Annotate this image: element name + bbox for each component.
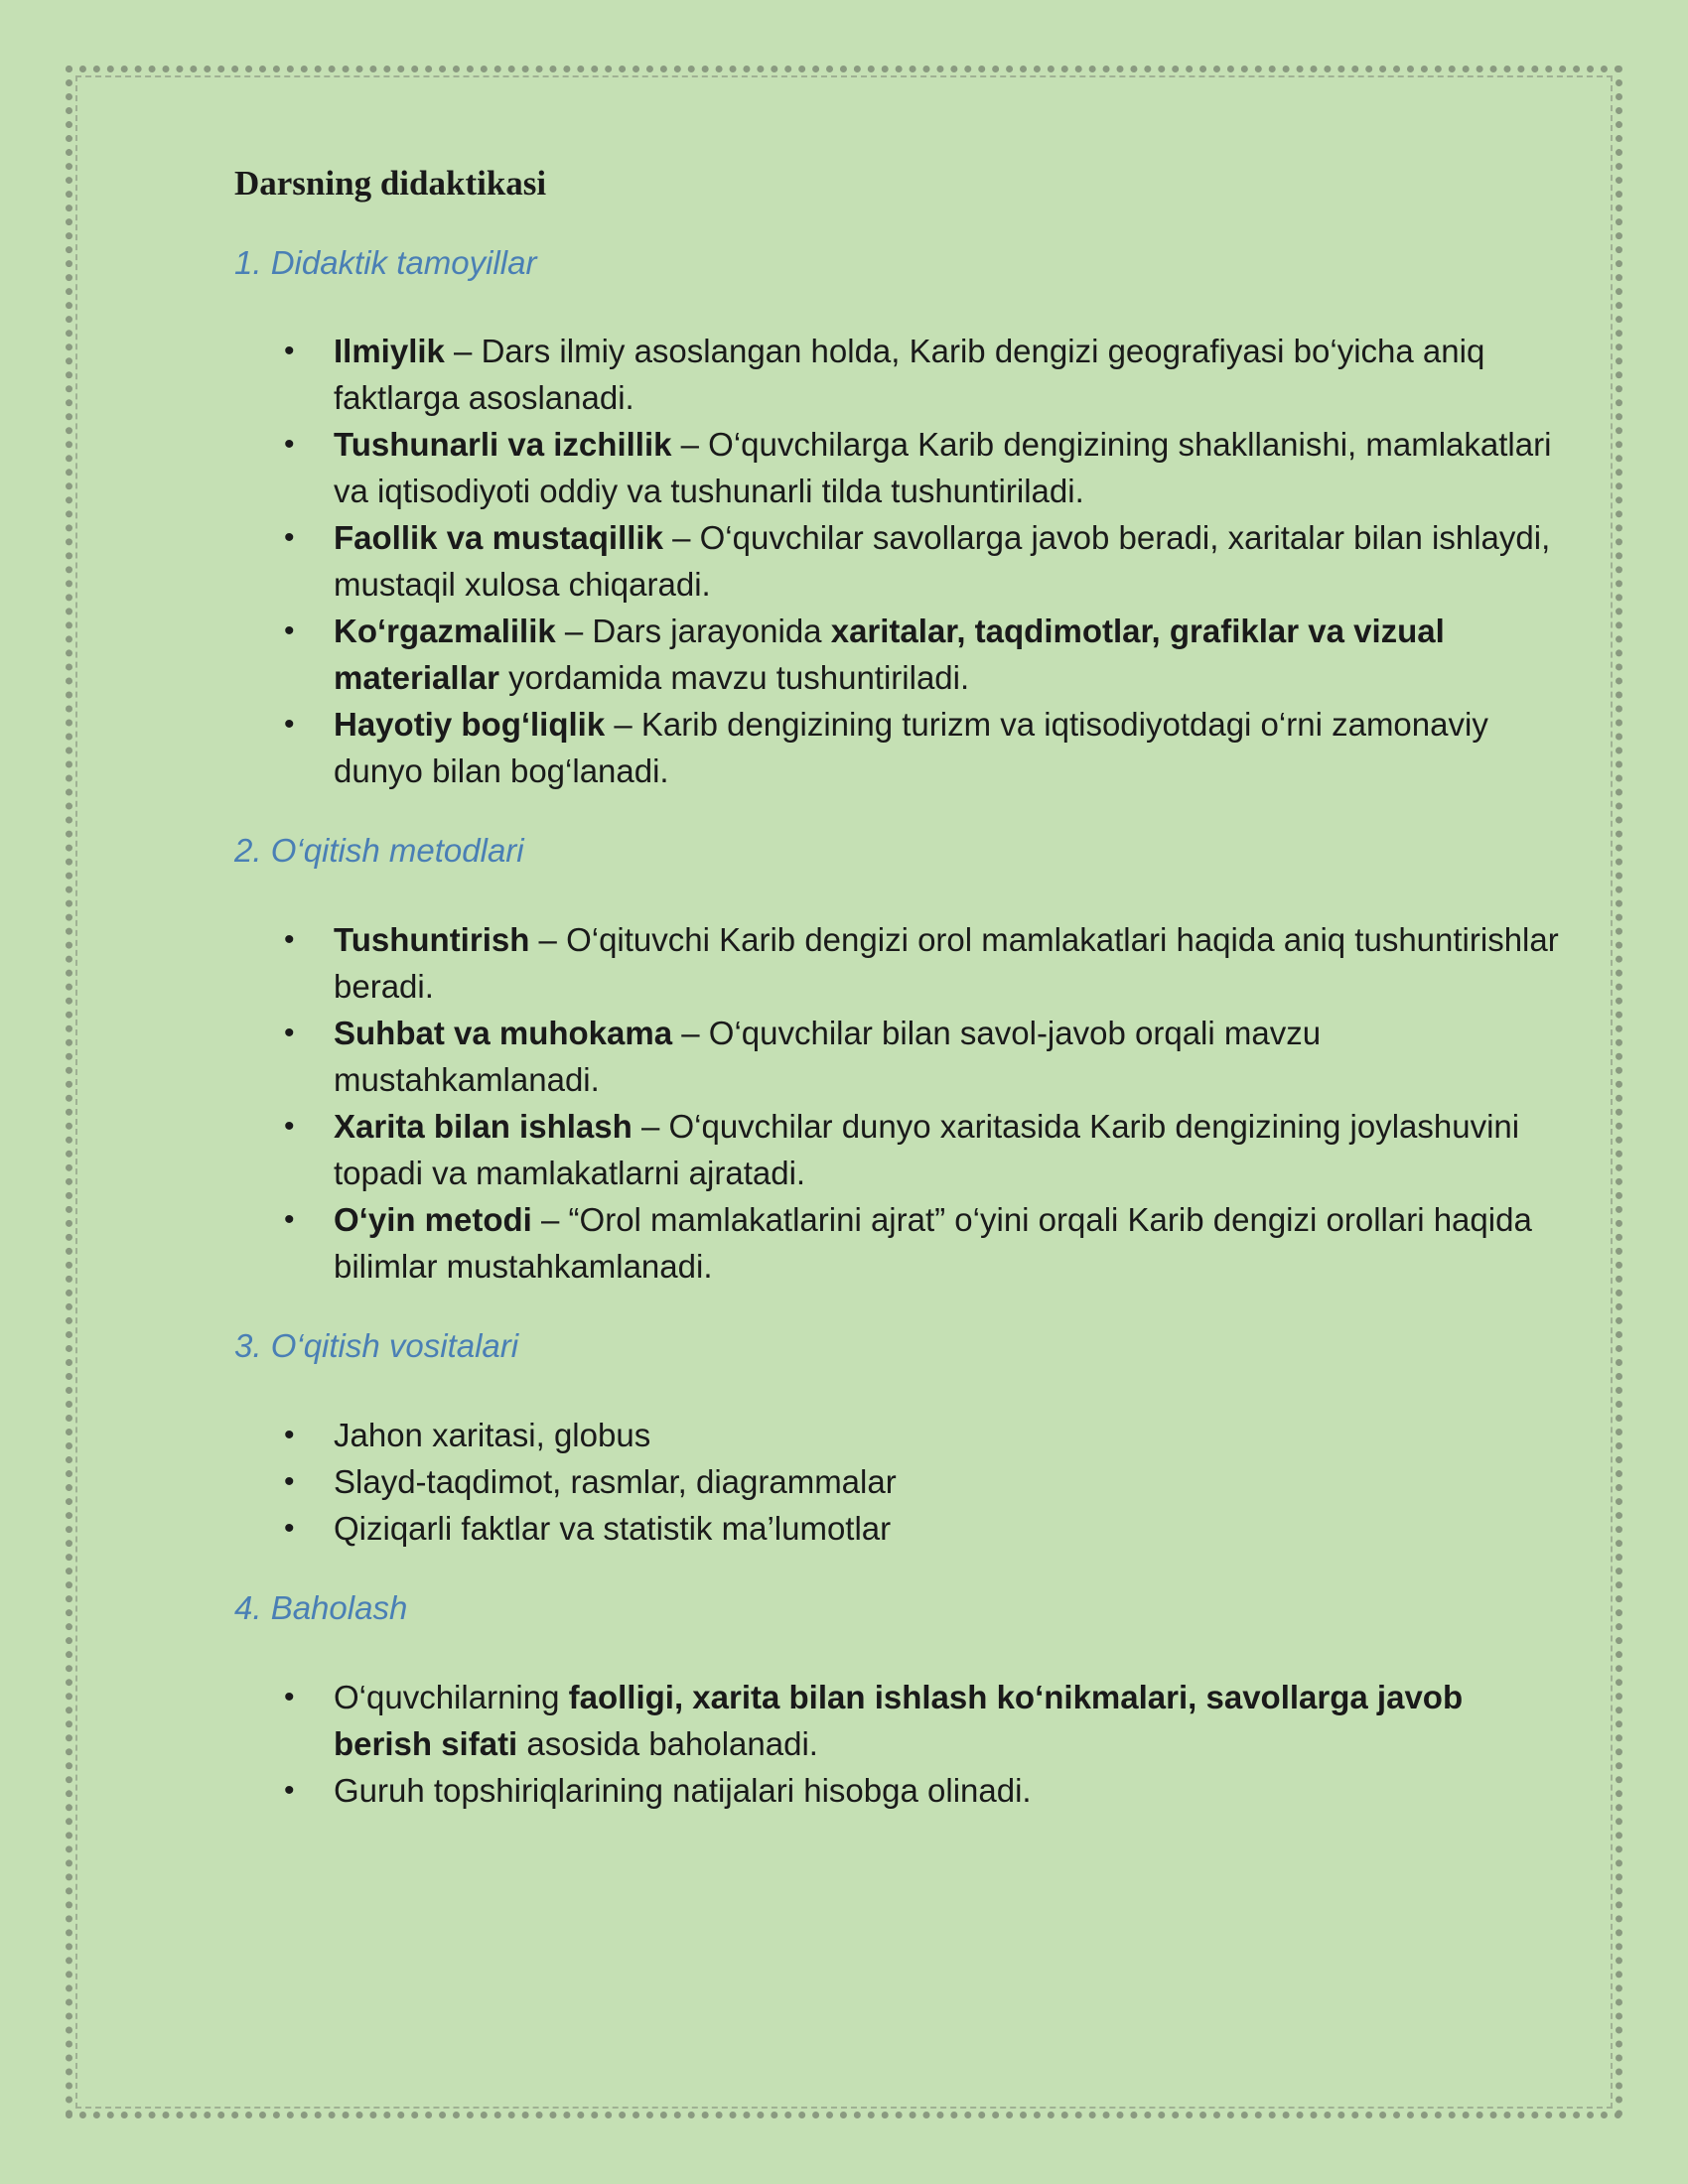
list-item [234, 421, 1565, 514]
item-text: Qiziqarli faktlar va statistik ma’lumotlar [334, 1510, 892, 1548]
bullet-icon: • [284, 1203, 295, 1237]
bullet-list-didaktik-tamoyillar [234, 328, 1565, 794]
item-text: – O‘quvchilar dunyo xaritasida Karib dengizining joylashuvini topadi va mamlakatlarni ajratadi. [334, 1108, 1520, 1192]
bullet-list-baholash [234, 1674, 1565, 1814]
list-item [234, 1010, 1565, 1103]
section-heading-oqitish-vositalari: 3. O‘qitish vositalari [234, 1327, 519, 1365]
bullet-icon: • [284, 521, 295, 555]
item-term: Ko‘rgazmalilik [334, 613, 556, 650]
item-text: – O‘quvchilar savollarga javob beradi, xaritalar bilan ishlaydi, mustaqil xulosa chiqaradi. [334, 519, 1551, 604]
bullet-icon: • [284, 614, 295, 648]
list-item [234, 1412, 1565, 1458]
item-text: Slayd-taqdimot, rasmlar, diagrammalar [334, 1463, 897, 1501]
item-text: – “Orol mamlakatlarini ajrat” o‘yini orqali Karib dengizi orollari haqida bilimlar mustahkamlanadi. [334, 1201, 1532, 1286]
item-term: Hayotiy bog‘liqlik [334, 706, 606, 744]
item-term: Tushunarli va izchillik [334, 426, 672, 464]
document-title: Darsning didaktikasi [234, 164, 547, 203]
item-text: O‘quvchilarning [334, 1679, 569, 1716]
item-term: Xarita bilan ishlash [334, 1108, 633, 1146]
document-body [234, 149, 1565, 1814]
list-item [234, 1196, 1565, 1290]
bullet-icon: • [284, 1681, 295, 1714]
item-text-continued: yordamida mavzu tushuntiriladi. [498, 659, 970, 697]
item-emphasis: xaritalar, taqdimotlar, grafiklar va vizual materiallar [334, 613, 1445, 697]
item-text: Guruh topshiriqlarining natijalari hisobga olinadi. [334, 1772, 1032, 1810]
item-text: – O‘quvchilar bilan savol-javob orqali mavzu mustahkamlanadi. [334, 1015, 1322, 1099]
bullet-icon: • [284, 1110, 295, 1144]
list-item [234, 916, 1565, 1010]
bullet-icon: • [284, 428, 295, 462]
bullet-icon: • [284, 708, 295, 742]
item-text: – O‘quvchilarga Karib dengizining shakllanishi, mamlakatlari va iqtisodiyoti oddiy va tushunarli tilda tushuntiriladi. [334, 426, 1552, 510]
list-item [234, 328, 1565, 421]
list-item [234, 1505, 1565, 1552]
item-text-continued: asosida baholanadi. [517, 1725, 818, 1763]
item-term: Faollik va mustaqillik [334, 519, 663, 557]
item-term: Tushuntirish [334, 921, 530, 959]
section-heading-baholash: 4. Baholash [234, 1589, 408, 1627]
section-heading-didaktik-tamoyillar: 1. Didaktik tamoyillar [234, 243, 537, 281]
list-item [234, 1458, 1565, 1505]
item-text: – O‘qituvchi Karib dengizi orol mamlakatlari haqida aniq tushuntirishlar beradi. [334, 921, 1559, 1006]
section-heading-oqitish-metodlari: 2. O‘qitish metodlari [234, 832, 524, 870]
item-emphasis: faolligi, xarita bilan ishlash ko‘nikmalari, savollarga javob berish sifati [334, 1679, 1464, 1763]
bullet-icon: • [284, 335, 295, 368]
bullet-icon: • [284, 1419, 295, 1452]
list-item [234, 608, 1565, 701]
list-item [234, 701, 1565, 794]
list-item [234, 1674, 1565, 1767]
list-item [234, 1103, 1565, 1196]
bullet-icon: • [284, 1512, 295, 1546]
bullet-list-oqitish-vositalari [234, 1412, 1565, 1552]
bullet-icon: • [284, 1017, 295, 1050]
bullet-icon: • [284, 1774, 295, 1808]
item-term: O‘yin metodi [334, 1201, 532, 1239]
list-item [234, 514, 1565, 608]
item-term: Suhbat va muhokama [334, 1015, 673, 1052]
item-text: – Dars ilmiy asoslangan holda, Karib dengizi geografiyasi bo‘yicha aniq faktlarga asoslanadi. [334, 333, 1485, 417]
item-text: – Dars jarayonida [555, 613, 831, 650]
list-item [234, 1767, 1565, 1814]
item-text: Jahon xaritasi, globus [334, 1417, 651, 1454]
item-text: – Karib dengizining turizm va iqtisodiyotdagi o‘rni zamonaviy dunyo bilan bog‘lanadi. [334, 706, 1488, 790]
bullet-list-oqitish-metodlari [234, 916, 1565, 1290]
bullet-icon: • [284, 1465, 295, 1499]
bullet-icon: • [284, 923, 295, 957]
item-term: Ilmiylik [334, 333, 445, 370]
